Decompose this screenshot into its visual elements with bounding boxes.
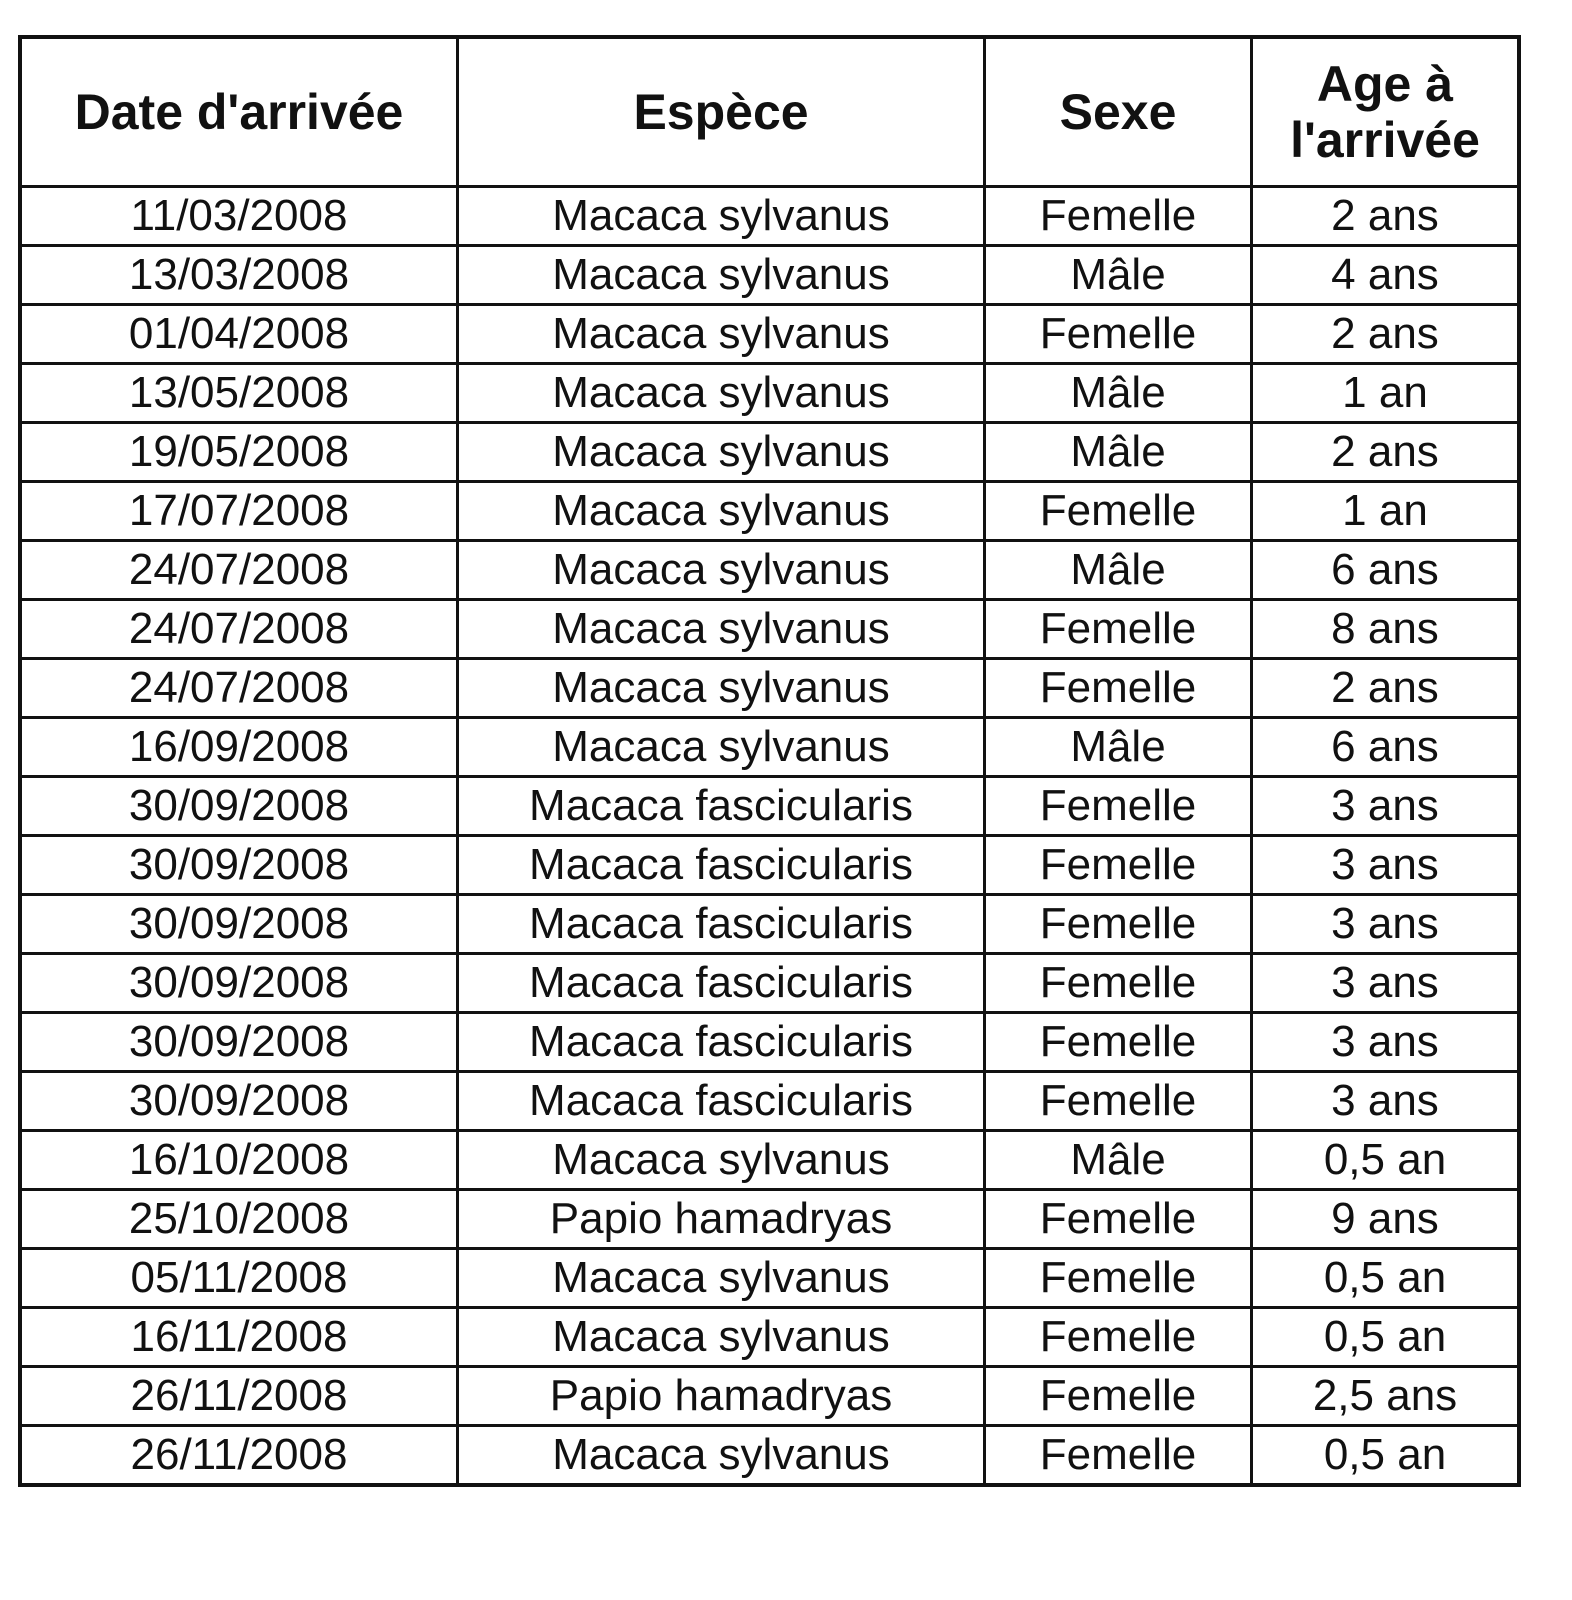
cell-date: 05/11/2008 (20, 1249, 458, 1308)
cell-sex: Mâle (985, 541, 1252, 600)
cell-species: Macaca sylvanus (458, 600, 985, 659)
table-row (20, 836, 1519, 895)
cell-age: 6 ans (1252, 718, 1520, 777)
cell-date: 13/03/2008 (20, 246, 458, 305)
cell-age: 3 ans (1252, 895, 1520, 954)
table-row (20, 305, 1519, 364)
cell-species: Macaca fascicularis (458, 836, 985, 895)
cell-date: 17/07/2008 (20, 482, 458, 541)
cell-date: 16/09/2008 (20, 718, 458, 777)
table-row (20, 895, 1519, 954)
cell-sex: Femelle (985, 836, 1252, 895)
cell-sex: Femelle (985, 777, 1252, 836)
cell-date: 30/09/2008 (20, 895, 458, 954)
cell-sex: Femelle (985, 600, 1252, 659)
cell-age: 1 an (1252, 364, 1520, 423)
cell-species: Macaca sylvanus (458, 482, 985, 541)
cell-sex: Femelle (985, 1190, 1252, 1249)
cell-sex: Femelle (985, 659, 1252, 718)
cell-species: Macaca sylvanus (458, 1131, 985, 1190)
cell-date: 30/09/2008 (20, 1072, 458, 1131)
cell-species: Macaca sylvanus (458, 1249, 985, 1308)
cell-age: 0,5 an (1252, 1131, 1520, 1190)
cell-date: 26/11/2008 (20, 1367, 458, 1426)
table-row (20, 364, 1519, 423)
table-row (20, 1367, 1519, 1426)
cell-sex: Femelle (985, 1249, 1252, 1308)
table-row (20, 423, 1519, 482)
cell-sex: Femelle (985, 1367, 1252, 1426)
header-species: Espèce (458, 37, 985, 187)
table-row (20, 1072, 1519, 1131)
cell-date: 11/03/2008 (20, 187, 458, 246)
cell-date: 30/09/2008 (20, 836, 458, 895)
table-row (20, 954, 1519, 1013)
header-sex: Sexe (985, 37, 1252, 187)
cell-age: 3 ans (1252, 777, 1520, 836)
header-date: Date d'arrivée (20, 37, 458, 187)
arrivals-table (18, 35, 1521, 1487)
cell-sex: Mâle (985, 1131, 1252, 1190)
cell-species: Macaca fascicularis (458, 954, 985, 1013)
cell-date: 16/11/2008 (20, 1308, 458, 1367)
table-row (20, 1426, 1519, 1486)
cell-age: 1 an (1252, 482, 1520, 541)
table-row (20, 1249, 1519, 1308)
header-age-line2: l'arrivée (1290, 112, 1480, 168)
cell-sex: Mâle (985, 364, 1252, 423)
cell-sex: Femelle (985, 895, 1252, 954)
cell-sex: Mâle (985, 423, 1252, 482)
cell-sex: Femelle (985, 1308, 1252, 1367)
table-row (20, 1131, 1519, 1190)
cell-date: 13/05/2008 (20, 364, 458, 423)
cell-sex: Femelle (985, 187, 1252, 246)
table-row (20, 1013, 1519, 1072)
cell-species: Papio hamadryas (458, 1367, 985, 1426)
cell-date: 30/09/2008 (20, 1013, 458, 1072)
cell-species: Macaca sylvanus (458, 246, 985, 305)
table-row (20, 541, 1519, 600)
cell-date: 24/07/2008 (20, 600, 458, 659)
table-body (20, 187, 1519, 1486)
cell-age: 0,5 an (1252, 1308, 1520, 1367)
cell-age: 2,5 ans (1252, 1367, 1520, 1426)
cell-age: 2 ans (1252, 423, 1520, 482)
cell-age: 3 ans (1252, 836, 1520, 895)
cell-date: 24/07/2008 (20, 659, 458, 718)
cell-species: Macaca sylvanus (458, 423, 985, 482)
cell-date: 16/10/2008 (20, 1131, 458, 1190)
cell-sex: Femelle (985, 482, 1252, 541)
cell-age: 9 ans (1252, 1190, 1520, 1249)
cell-age: 2 ans (1252, 305, 1520, 364)
cell-species: Macaca fascicularis (458, 1013, 985, 1072)
header-age-line1: Age à (1316, 56, 1454, 112)
cell-species: Macaca sylvanus (458, 187, 985, 246)
cell-sex: Femelle (985, 305, 1252, 364)
cell-date: 25/10/2008 (20, 1190, 458, 1249)
cell-species: Papio hamadryas (458, 1190, 985, 1249)
cell-species: Macaca fascicularis (458, 777, 985, 836)
cell-age: 3 ans (1252, 1072, 1520, 1131)
cell-species: Macaca fascicularis (458, 895, 985, 954)
table-row (20, 600, 1519, 659)
cell-species: Macaca sylvanus (458, 364, 985, 423)
cell-species: Macaca sylvanus (458, 1426, 985, 1486)
cell-species: Macaca fascicularis (458, 1072, 985, 1131)
cell-date: 30/09/2008 (20, 954, 458, 1013)
cell-age: 2 ans (1252, 659, 1520, 718)
cell-sex: Femelle (985, 1013, 1252, 1072)
table-row (20, 718, 1519, 777)
cell-date: 19/05/2008 (20, 423, 458, 482)
cell-sex: Mâle (985, 718, 1252, 777)
table-row (20, 482, 1519, 541)
cell-age: 3 ans (1252, 1013, 1520, 1072)
cell-age: 6 ans (1252, 541, 1520, 600)
cell-species: Macaca sylvanus (458, 305, 985, 364)
cell-age: 3 ans (1252, 954, 1520, 1013)
cell-sex: Femelle (985, 1426, 1252, 1486)
cell-species: Macaca sylvanus (458, 659, 985, 718)
table-row (20, 777, 1519, 836)
cell-sex: Femelle (985, 954, 1252, 1013)
cell-date: 30/09/2008 (20, 777, 458, 836)
cell-age: 4 ans (1252, 246, 1520, 305)
table-row (20, 187, 1519, 246)
header-row (20, 37, 1519, 187)
cell-species: Macaca sylvanus (458, 718, 985, 777)
cell-date: 26/11/2008 (20, 1426, 458, 1486)
table-row (20, 1308, 1519, 1367)
cell-date: 01/04/2008 (20, 305, 458, 364)
cell-species: Macaca sylvanus (458, 541, 985, 600)
cell-sex: Mâle (985, 246, 1252, 305)
cell-species: Macaca sylvanus (458, 1308, 985, 1367)
header-age (1252, 37, 1520, 187)
cell-age: 2 ans (1252, 187, 1520, 246)
table-row (20, 659, 1519, 718)
cell-date: 24/07/2008 (20, 541, 458, 600)
table-row (20, 246, 1519, 305)
cell-age: 8 ans (1252, 600, 1520, 659)
cell-sex: Femelle (985, 1072, 1252, 1131)
table-row (20, 1190, 1519, 1249)
cell-age: 0,5 an (1252, 1249, 1520, 1308)
table-header (20, 37, 1519, 187)
cell-age: 0,5 an (1252, 1426, 1520, 1486)
